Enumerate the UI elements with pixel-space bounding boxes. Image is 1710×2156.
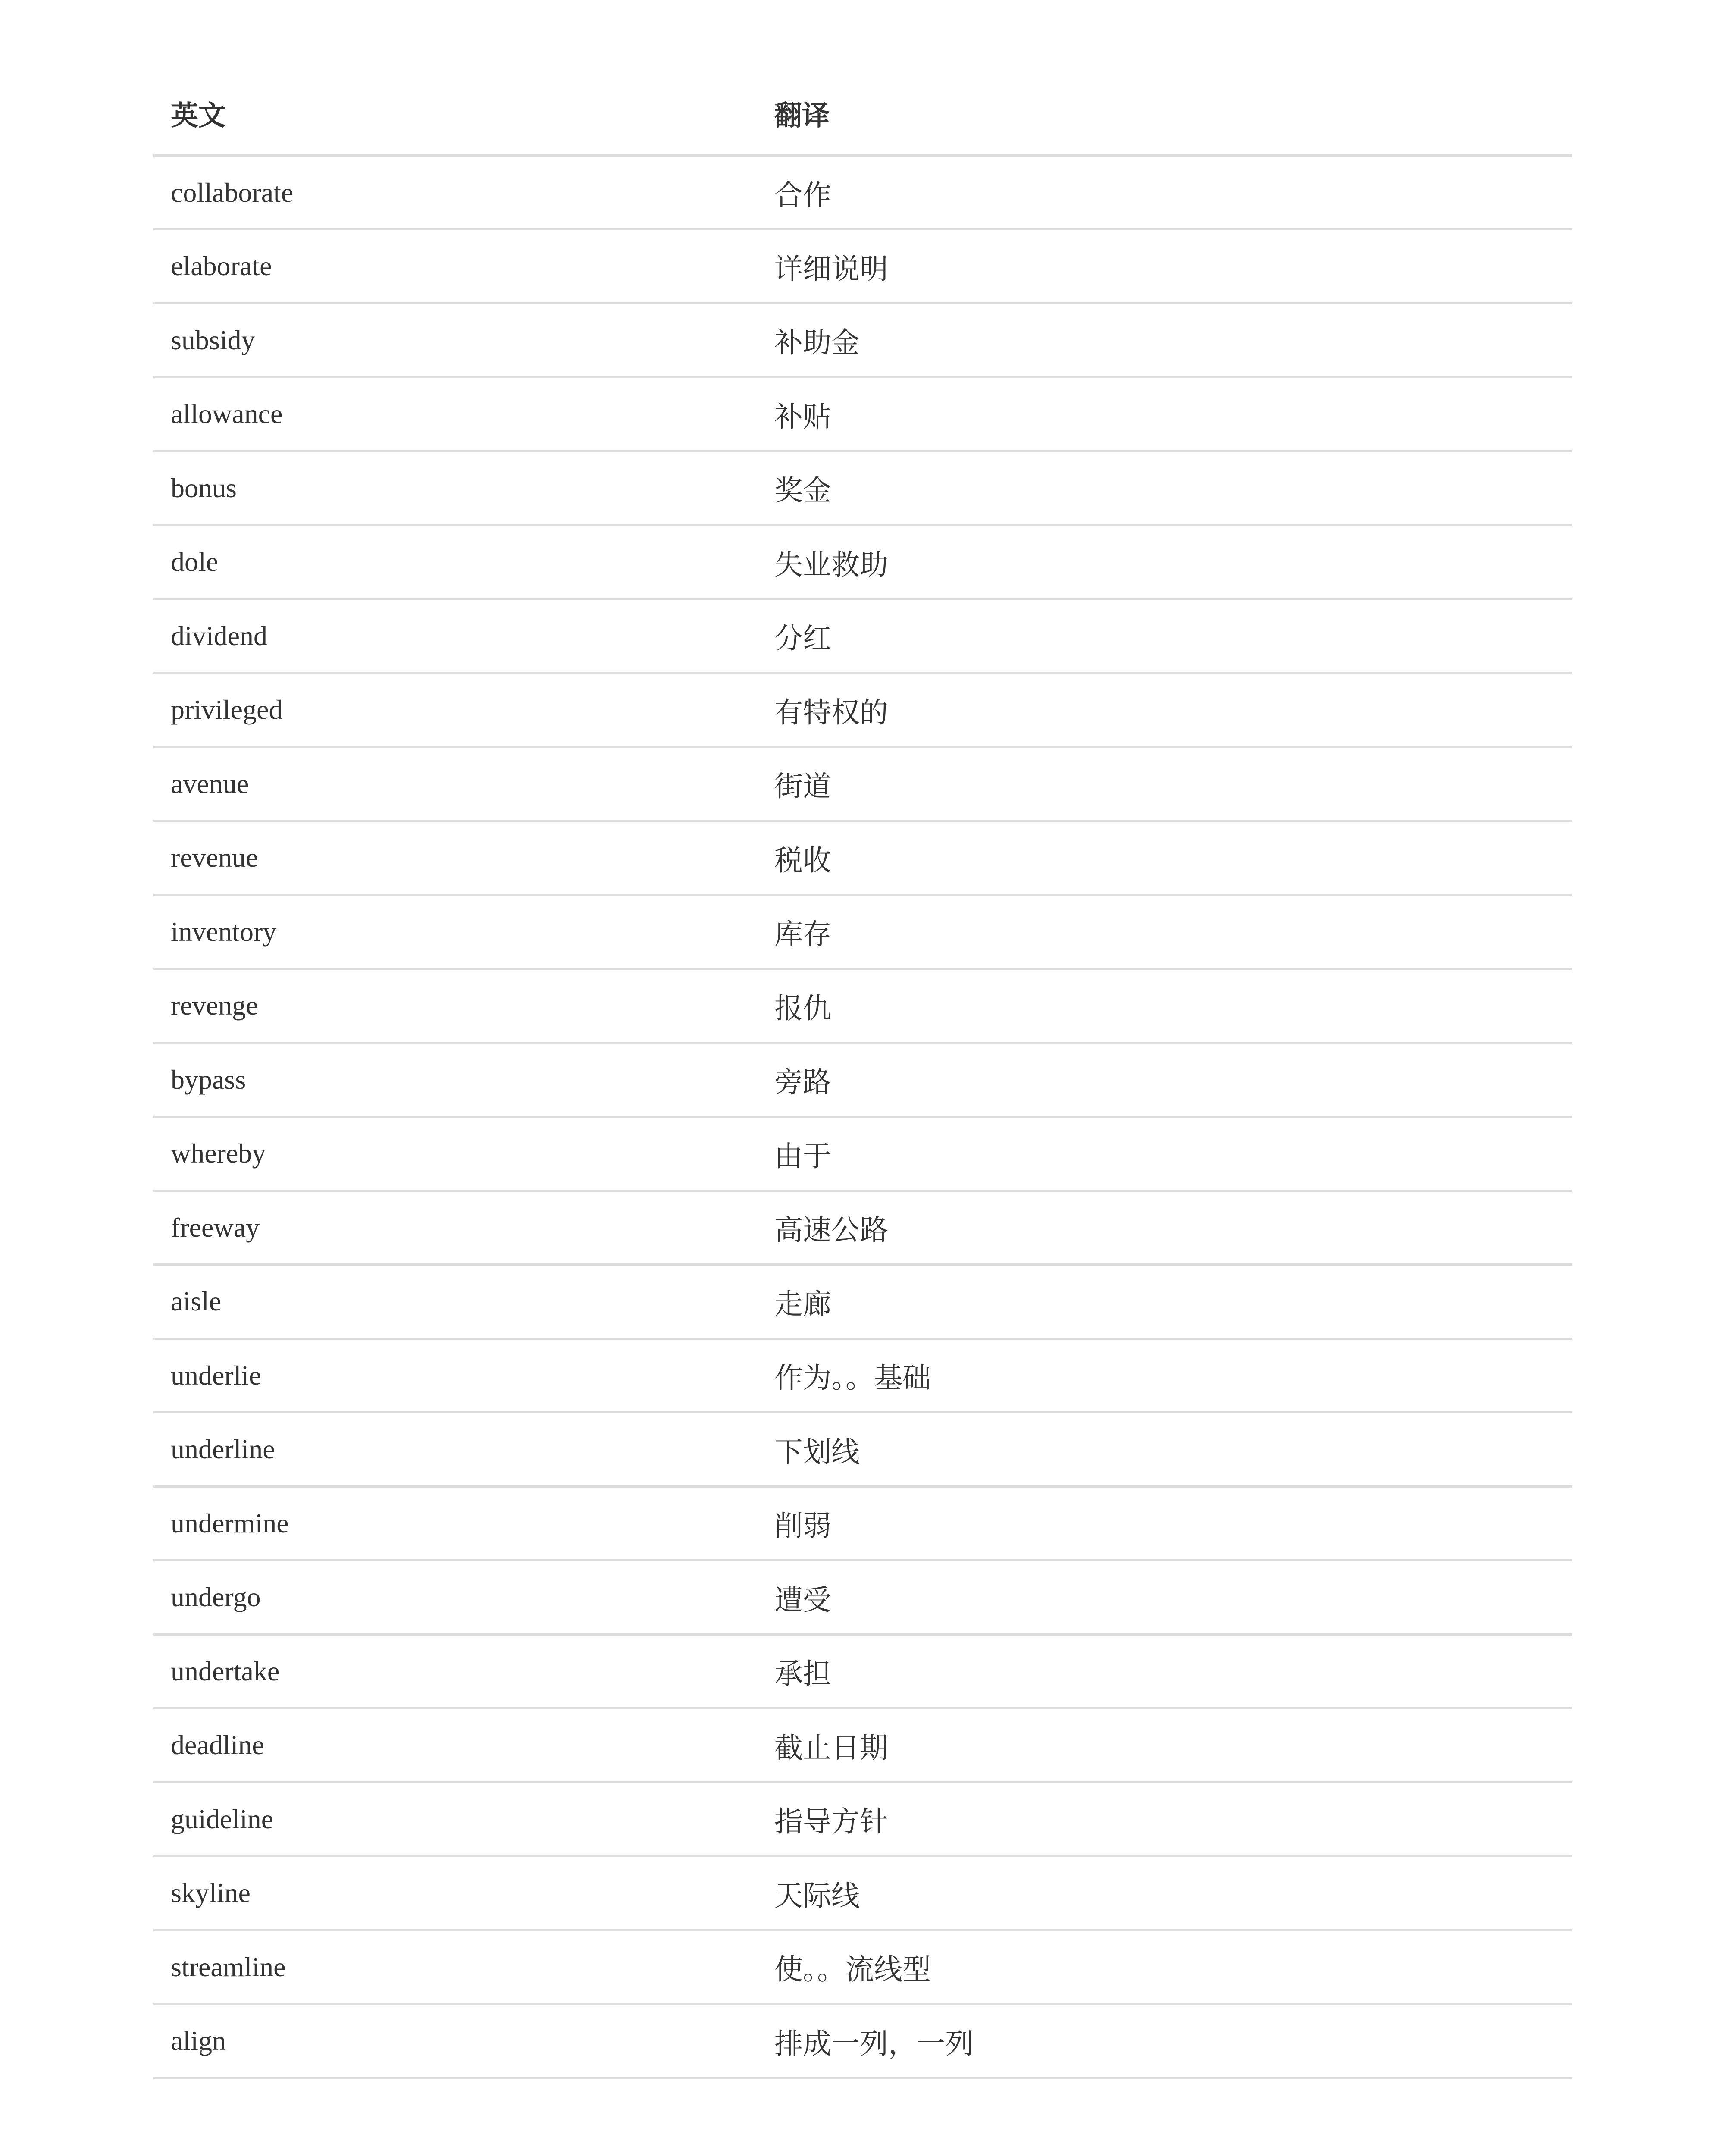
translation: 下划线 [757, 1413, 1572, 1487]
translation: 指导方针 [757, 1782, 1572, 1856]
english-word: bypass [153, 1043, 757, 1117]
english-word: guideline [153, 1782, 757, 1856]
table-row [153, 673, 1572, 747]
table-row [153, 1486, 1572, 1561]
translation: 报仇 [757, 969, 1572, 1043]
translation: 补贴 [757, 377, 1572, 451]
translation: 详细说明 [757, 229, 1572, 304]
translation: 旁路 [757, 1043, 1572, 1117]
table-row [153, 1930, 1572, 2004]
table-row [153, 229, 1572, 304]
translation: 有特权的 [757, 673, 1572, 747]
table-row [153, 1634, 1572, 1708]
translation: 失业救助 [757, 525, 1572, 599]
english-word: inventory [153, 895, 757, 969]
table-row [153, 2004, 1572, 2078]
translation: 税收 [757, 821, 1572, 895]
table-header-row [153, 73, 1572, 155]
table-row [153, 1856, 1572, 1930]
header-translation: 翻译 [757, 73, 1572, 155]
english-word: bonus [153, 451, 757, 525]
english-word: revenge [153, 969, 757, 1043]
translation: 走廊 [757, 1265, 1572, 1339]
english-word: privileged [153, 673, 757, 747]
translation: 天际线 [757, 1856, 1572, 1930]
english-word: subsidy [153, 303, 757, 377]
translation: 作为。。基础 [757, 1338, 1572, 1413]
translation: 高速公路 [757, 1191, 1572, 1265]
vocabulary-table [153, 73, 1572, 2079]
table-body [153, 155, 1572, 2078]
english-word: underline [153, 1413, 757, 1487]
translation: 遭受 [757, 1561, 1572, 1635]
english-word: aisle [153, 1265, 757, 1339]
table-row [153, 895, 1572, 969]
header-english: 英文 [153, 73, 757, 155]
translation: 合作 [757, 155, 1572, 229]
translation: 削弱 [757, 1486, 1572, 1561]
translation: 补助金 [757, 303, 1572, 377]
english-word: deadline [153, 1708, 757, 1783]
table-row [153, 1782, 1572, 1856]
table-row [153, 1561, 1572, 1635]
table-row [153, 525, 1572, 599]
translation: 排成一列，一列 [757, 2004, 1572, 2078]
english-word: elaborate [153, 229, 757, 304]
table-row [153, 1043, 1572, 1117]
table-row [153, 1338, 1572, 1413]
english-word: revenue [153, 821, 757, 895]
table-row [153, 969, 1572, 1043]
translation: 库存 [757, 895, 1572, 969]
table-row [153, 1117, 1572, 1191]
table-row [153, 303, 1572, 377]
table-row [153, 747, 1572, 821]
table-row [153, 155, 1572, 229]
translation: 截止日期 [757, 1708, 1572, 1783]
english-word: whereby [153, 1117, 757, 1191]
translation: 街道 [757, 747, 1572, 821]
table-row [153, 1708, 1572, 1783]
table-row [153, 821, 1572, 895]
english-word: streamline [153, 1930, 757, 2004]
table-row [153, 451, 1572, 525]
table-row [153, 599, 1572, 673]
english-word: align [153, 2004, 757, 2078]
english-word: undergo [153, 1561, 757, 1635]
document-page [153, 73, 1572, 2079]
english-word: underlie [153, 1338, 757, 1413]
translation: 奖金 [757, 451, 1572, 525]
table-row [153, 1413, 1572, 1487]
english-word: undermine [153, 1486, 757, 1561]
table-row [153, 1191, 1572, 1265]
translation: 由于 [757, 1117, 1572, 1191]
english-word: collaborate [153, 155, 757, 229]
english-word: allowance [153, 377, 757, 451]
english-word: freeway [153, 1191, 757, 1265]
table-row [153, 377, 1572, 451]
english-word: undertake [153, 1634, 757, 1708]
translation: 分红 [757, 599, 1572, 673]
english-word: dole [153, 525, 757, 599]
translation: 使。。流线型 [757, 1930, 1572, 2004]
english-word: dividend [153, 599, 757, 673]
translation: 承担 [757, 1634, 1572, 1708]
english-word: avenue [153, 747, 757, 821]
english-word: skyline [153, 1856, 757, 1930]
table-row [153, 1265, 1572, 1339]
